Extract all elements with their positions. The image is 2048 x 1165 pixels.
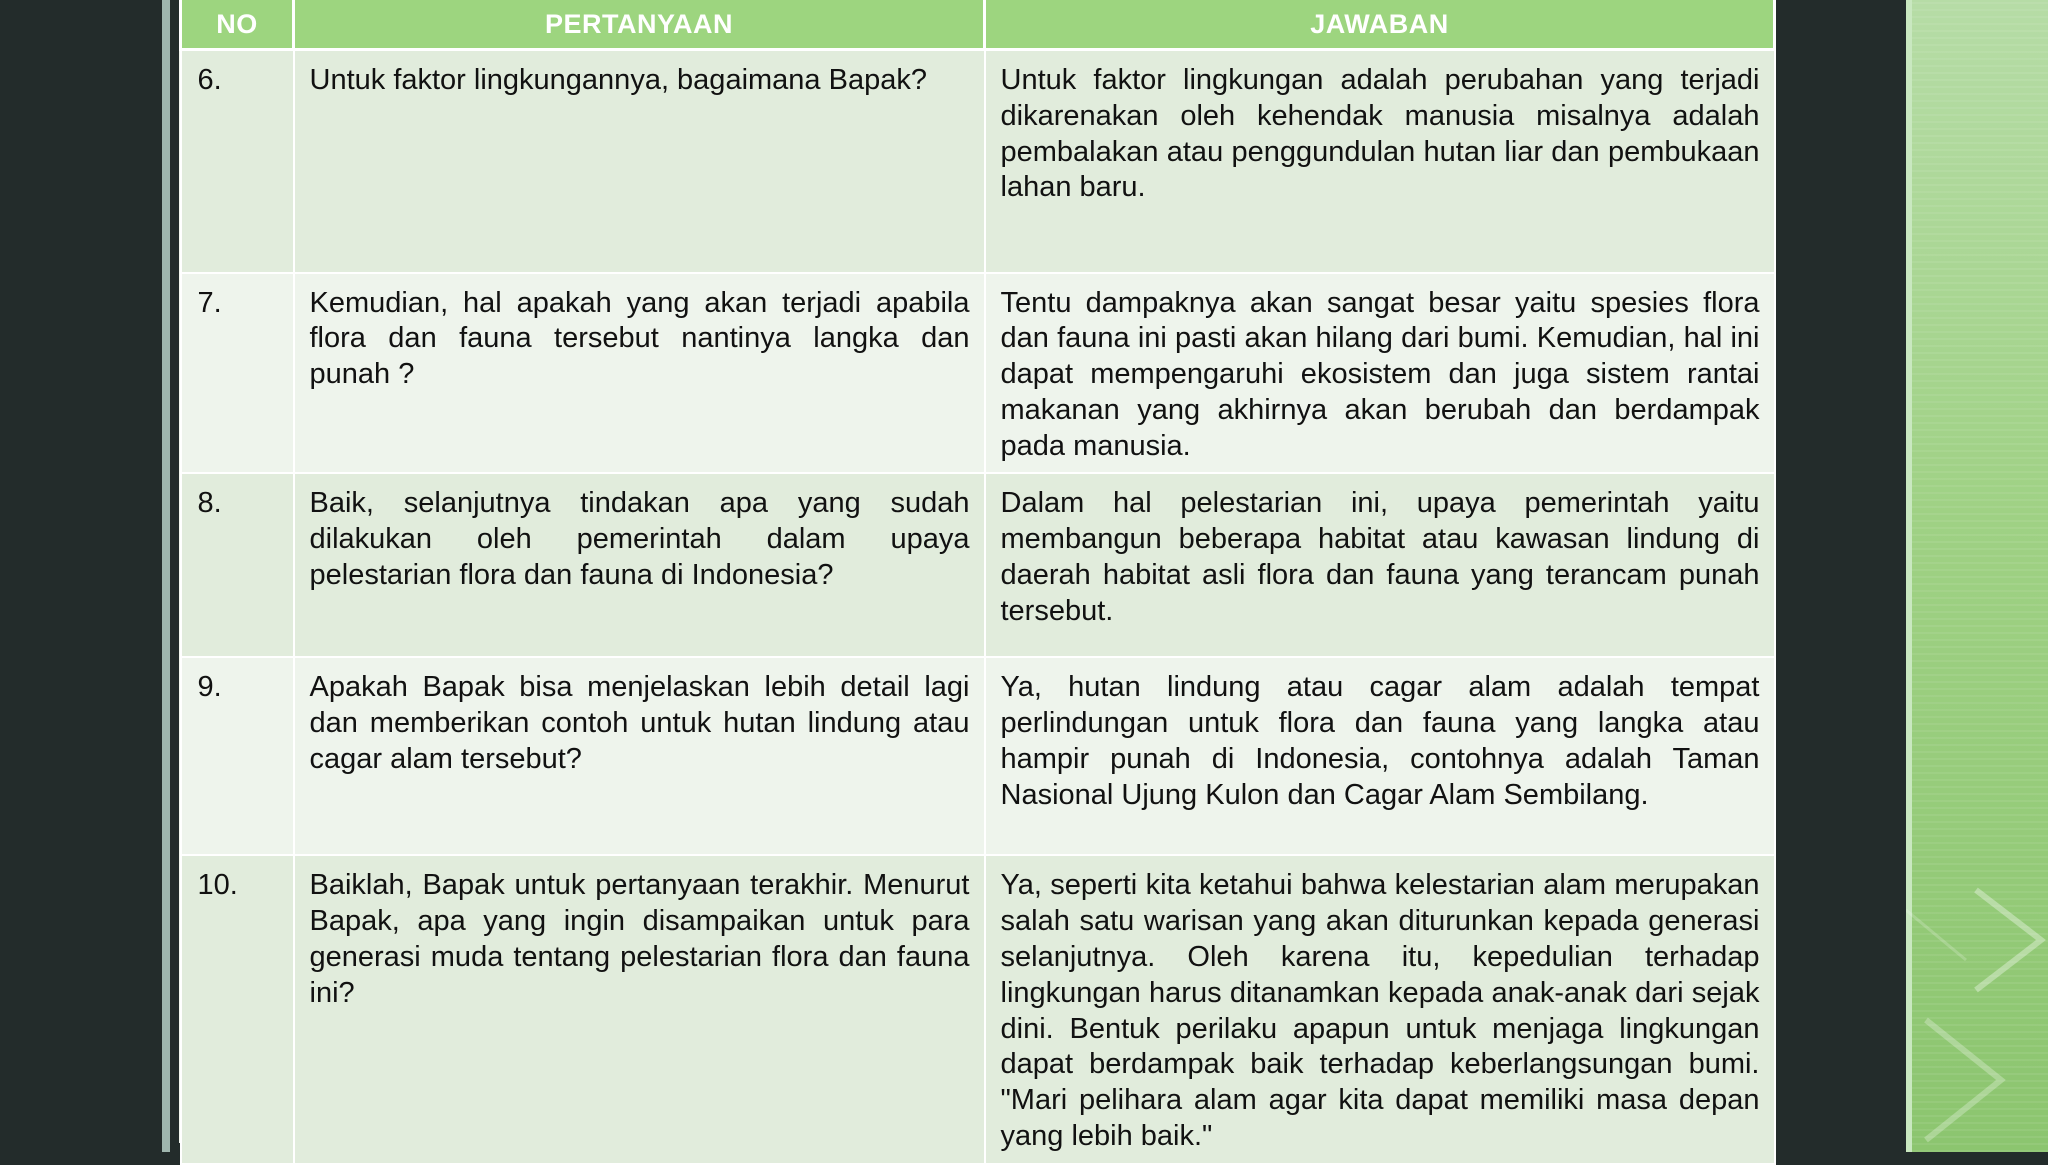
row-number: 8. bbox=[181, 473, 294, 657]
chevron-decoration-icon bbox=[1906, 880, 2048, 1152]
table-header-row bbox=[181, 0, 1775, 50]
table-row bbox=[181, 50, 1775, 273]
row-question: Apakah Bapak bisa menjelaskan lebih detail lagi dan memberikan contoh untuk hutan lindung atau cagar alam tersebut? bbox=[294, 657, 985, 855]
row-answer: Ya, seperti kita ketahui bahwa kelestarian alam merupakan salah satu warisan yang akan diturunkan kepada generasi selanjutnya. Oleh karena itu, kepedulian terhadap lingkungan harus ditanamkan kepada anak-anak dari sejak dini. Bentuk perilaku apapun untuk menjaga lingkungan dapat berdampak baik terhadap keberlangsungan bumi. "Mari pelihara alam agar kita dapat memiliki masa depan yang lebih baik." bbox=[985, 855, 1775, 1163]
row-number: 10. bbox=[181, 855, 294, 1163]
table-row bbox=[181, 855, 1775, 1163]
row-answer: Dalam hal pelestarian ini, upaya pemerintah yaitu membangun beberapa habitat atau kawasan lindung di daerah habitat asli flora dan fauna yang terancam punah tersebut. bbox=[985, 473, 1775, 657]
row-number: 6. bbox=[181, 50, 294, 273]
row-question: Baiklah, Bapak untuk pertanyaan terakhir. Menurut Bapak, apa yang ingin disampaikan untuk para generasi muda tentang pelestarian flora dan fauna ini? bbox=[294, 855, 985, 1163]
row-question: Kemudian, hal apakah yang akan terjadi apabila flora dan fauna tersebut nantinya langka dan punah ? bbox=[294, 273, 985, 474]
interview-table bbox=[179, 0, 1776, 1165]
row-answer: Untuk faktor lingkungan adalah perubahan yang terjadi dikarenakan oleh kehendak manusia misalnya adalah pembalakan atau penggundulan hutan liar dan pembukaan lahan baru. bbox=[985, 50, 1775, 273]
table-row bbox=[181, 657, 1775, 855]
row-question: Baik, selanjutnya tindakan apa yang sudah dilakukan oleh pemerintah dalam upaya pelestarian flora dan fauna di Indonesia? bbox=[294, 473, 985, 657]
row-answer: Tentu dampaknya akan sangat besar yaitu spesies flora dan fauna ini pasti akan hilang dari bumi. Kemudian, hal ini dapat mempengaruhi ekosistem dan juga sistem rantai makanan yang akhirnya akan berubah dan berdampak pada manusia. bbox=[985, 273, 1775, 474]
row-number: 9. bbox=[181, 657, 294, 855]
right-decorative-panel bbox=[1906, 0, 2048, 1152]
row-answer: Ya, hutan lindung atau cagar alam adalah tempat perlindungan untuk flora dan fauna yang langka atau hampir punah di Indonesia, contohnya adalah Taman Nasional Ujung Kulon dan Cagar Alam Sembilang. bbox=[985, 657, 1775, 855]
header-no: NO bbox=[181, 0, 294, 50]
interview-table-container bbox=[179, 0, 1773, 1153]
table-row bbox=[181, 473, 1775, 657]
row-question: Untuk faktor lingkungannya, bagaimana Bapak? bbox=[294, 50, 985, 273]
header-question: PERTANYAAN bbox=[294, 0, 985, 50]
row-number: 7. bbox=[181, 273, 294, 474]
left-accent-strip bbox=[162, 0, 170, 1152]
header-answer: JAWABAN bbox=[985, 0, 1775, 50]
table-row bbox=[181, 273, 1775, 474]
